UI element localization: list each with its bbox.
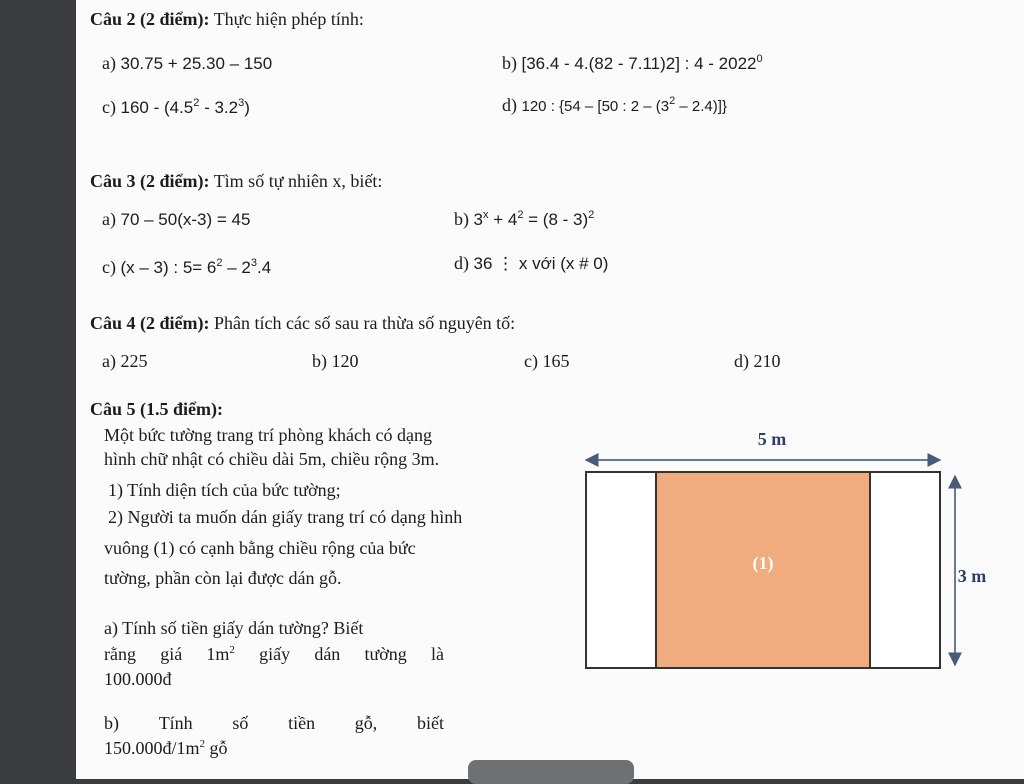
question-4-prompt: Phân tích các số sau ra thừa số nguyên tố: — [214, 313, 516, 333]
q5-a-line-2: rằng giá $1m^2$ giấy dán tường là — [104, 644, 444, 664]
q3-item-c — [102, 256, 271, 279]
item-label: c) — [524, 351, 538, 371]
q3-item-d — [454, 252, 608, 275]
question-5-title: Câu 5 (1.5 điểm): — [90, 399, 223, 419]
question-2-prompt: Thực hiện phép tính: — [213, 9, 364, 29]
width-label: 5 m — [757, 429, 787, 449]
q2-item-d — [502, 94, 727, 118]
q4-item-a — [102, 350, 147, 372]
item-value: 165 — [542, 351, 570, 371]
question-3-header — [90, 170, 382, 192]
expression: $3^x + 4^2 = (8 - 3)^2$ — [473, 209, 595, 229]
exam-page — [76, 0, 1024, 779]
expression: (x – 3) : $5= 6^2 - 2^3.4$ — [120, 257, 272, 277]
q5-intro-line-2: hình chữ nhật có chiều dài 5m, chiều rộng 3m. — [104, 449, 440, 469]
q5-b-line-1: b) Tính số tiền gỗ, biết — [104, 713, 444, 733]
expression: 30.75 + 25.30 – 150 — [120, 54, 273, 73]
item-label: d) — [734, 351, 749, 371]
expression: [36.4 - 4.(82 - 7.11)2] : 4 - 2022$^0$ — [521, 53, 763, 73]
scroll-handle[interactable] — [468, 760, 634, 784]
item-label: b) — [502, 53, 517, 73]
q4-item-d — [734, 350, 781, 372]
expression: $160 - (4.5^2 - 3.2^3)$ — [120, 97, 250, 117]
question-3-prompt: Tìm số tự nhiên x, biết: — [213, 171, 383, 191]
item-label: d) — [502, 95, 517, 115]
q5-a-line-1: a) Tính số tiền giấy dán tường? Biết — [104, 618, 364, 638]
item-label: c) — [102, 257, 116, 277]
q5-part-2-line-2: vuông (1) có cạnh bằng chiều rộng của bức — [104, 538, 416, 558]
question-2-header — [90, 8, 364, 30]
q4-item-c — [524, 350, 569, 372]
q3-item-a — [102, 208, 250, 231]
item-value: 120 — [331, 351, 359, 371]
q5-a-line-3: 100.000đ — [104, 669, 172, 689]
item-label: b) — [454, 209, 469, 229]
q2-item-a — [102, 52, 272, 75]
q5-intro-line-1: Một bức tường trang trí phòng khách có dạng — [104, 425, 432, 445]
item-value: 210 — [753, 351, 781, 371]
q5-b-line-2: $150.000đ/1m^2$ gỗ — [104, 738, 228, 758]
region-label: (1) — [752, 553, 774, 573]
expression: 70 – 50(x-3) = 45 — [120, 210, 251, 229]
expression: 36 ⋮ x với (x # 0) — [473, 254, 609, 273]
q5-part-1: 1) Tính diện tích của bức tường; — [108, 480, 341, 500]
item-value: 225 — [120, 351, 148, 371]
item-label: a) — [102, 209, 116, 229]
question-3-title: Câu 3 (2 điểm): — [90, 171, 210, 191]
q2-item-c — [102, 96, 250, 119]
item-label: c) — [102, 97, 116, 117]
q5-part-2-line-3: tường, phần còn lại được dán gỗ. — [104, 568, 342, 588]
q5-part-2-line-1: 2) Người ta muốn dán giấy trang trí có dạng hình — [108, 507, 463, 527]
item-label: b) — [312, 351, 327, 371]
q4-item-b — [312, 350, 359, 372]
item-label: a) — [102, 53, 116, 73]
q3-item-b — [454, 208, 594, 231]
item-label: a) — [102, 351, 116, 371]
question-4-header — [90, 312, 515, 334]
item-label: d) — [454, 253, 469, 273]
question-4-title: Câu 4 (2 điểm): — [90, 313, 210, 333]
wall-diagram — [576, 420, 1006, 680]
height-label: 3 m — [957, 566, 987, 586]
question-2-title: Câu 2 (2 điểm): — [90, 9, 210, 29]
expression: 120 : {54 – [50 : $2 - (3^2 - 2.4)$]} — [521, 95, 727, 115]
question-5-header — [90, 398, 223, 420]
q2-item-b — [502, 52, 763, 75]
